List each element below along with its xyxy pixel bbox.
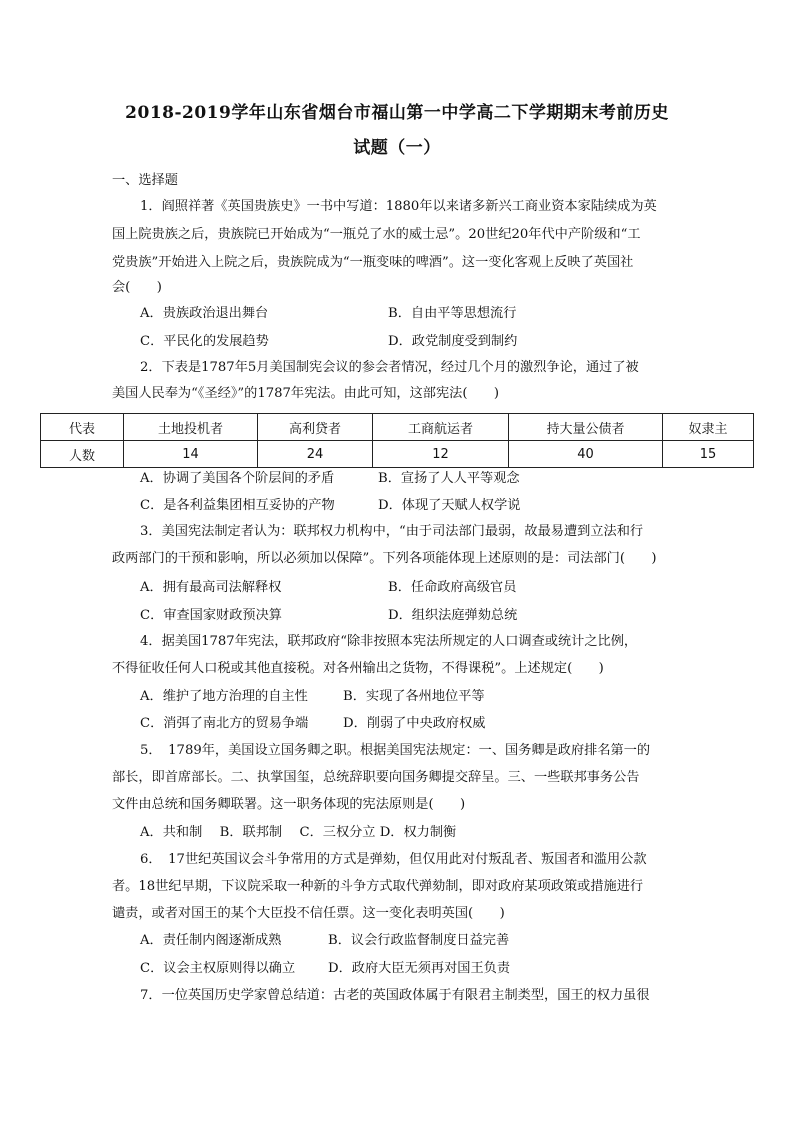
question-2-option-c: C．是各利益集团相互妥协的产物 — [140, 498, 335, 513]
table-cell: 40 — [509, 441, 663, 468]
question-2-option-b: B．宣扬了人人平等观念 — [378, 471, 520, 486]
question-3-line-2: 政两部门的干预和影响，所以必须加以保障”。下列各项能体现上述原则的是：司法部门( ) — [112, 551, 657, 566]
section-heading: 一、选择题 — [112, 173, 178, 188]
question-1-option-a: A．贵族政治退出舞台 — [140, 306, 269, 321]
question-3-option-d: D．组织法庭弹劾总统 — [388, 608, 518, 623]
question-3-option-a: A．拥有最高司法解释权 — [140, 580, 282, 595]
table-header-cell: 土地投机者 — [124, 414, 258, 441]
question-1-line-2: 国上院贵族之后，贵族院已开始成为“一瓶兑了水的威士忌”。20世纪20年代中产阶级和“工 — [112, 227, 641, 242]
question-6-line-2: 者。18世纪早期，下议院采取一种新的斗争方式取代弹劾制，即对政府某项政策或措施进行 — [112, 879, 644, 894]
question-5-line-1: 5． 1789年，美国设立国务卿之职。根据美国宪法规定：一、国务卿是政府排名第一的 — [140, 743, 651, 758]
question-6-line-1: 6． 17世纪英国议会斗争常用的方式是弹劾，但仅用此对付叛乱者、叛国者和滥用公款 — [140, 852, 647, 867]
table-row — [41, 441, 754, 468]
question-3-line-1: 3．美国宪法制定者认为：联邦权力机构中，“由于司法部门最弱，故最易遭到立法和行 — [140, 524, 644, 539]
page-title-line-2: 试题（一） — [353, 138, 441, 158]
table-cell: 24 — [258, 441, 373, 468]
question-2-line-1: 2．下表是1787年5月美国制宪会议的参会者情况，经过几个月的激烈争论，通过了被 — [140, 360, 639, 375]
question-7-line-1: 7．一位英国历史学家曾总结道：古老的英国政体属于有限君主制类型，国王的权力虽很 — [140, 988, 650, 1003]
table-cell: 14 — [124, 441, 258, 468]
table-header-cell: 高利贷者 — [258, 414, 373, 441]
question-4-line-1: 4．据美国1787年宪法，联邦政府“除非按照本宪法所规定的人口调查或统计之比例， — [140, 634, 638, 649]
question-5-line-2: 部长，即首席部长。二、执掌国玺，总统辞职要向国务卿提交辞呈。三、一些联邦事务公告 — [112, 770, 640, 785]
question-1-option-b: B．自由平等思想流行 — [388, 306, 517, 321]
question-6-option-b: B．议会行政监督制度日益完善 — [328, 933, 510, 948]
question-4-line-2: 不得征收任何人口税或其他直接税。对各州输出之货物，不得课税”。上述规定( ) — [112, 661, 604, 676]
question-3-option-b: B．任命政府高级官员 — [388, 580, 517, 595]
question-1-option-d: D．政党制度受到制约 — [388, 334, 518, 349]
table-header-cell: 奴隶主 — [663, 414, 754, 441]
table-cell: 15 — [663, 441, 754, 468]
question-4-option-b: B．实现了各州地位平等 — [343, 689, 485, 704]
table-header-cell: 工商航运者 — [373, 414, 509, 441]
question-6-line-3: 谴责，或者对国王的某个大臣投不信任票。这一变化表明英国( ) — [112, 906, 505, 921]
question-2-option-a: A．协调了美国各个阶层间的矛盾 — [140, 471, 335, 486]
question-6-option-a: A．责任制内阁逐渐成熟 — [140, 933, 282, 948]
question-1-line-1: 1．阎照祥著《英国贵族史》一书中写道：1880年以来诸多新兴工商业资本家陆续成为英 — [140, 199, 657, 214]
question-1-line-4: 会( ) — [112, 280, 162, 295]
table-cell: 人数 — [41, 441, 124, 468]
question-3-option-c: C．审查国家财政预决算 — [140, 608, 282, 623]
question-4-option-d: D．削弱了中央政府权威 — [343, 716, 486, 731]
table-header-cell: 持大量公债者 — [509, 414, 663, 441]
question-6-option-d: D．政府大臣无须再对国王负责 — [328, 961, 511, 976]
table-cell: 12 — [373, 441, 509, 468]
table-header-cell: 代表 — [41, 414, 124, 441]
question-2-option-d: D．体现了天赋人权学说 — [378, 498, 521, 513]
table-header-row — [41, 414, 754, 441]
delegates-table — [40, 413, 754, 468]
question-2-line-2: 美国人民奉为“《圣经》”的1787年宪法。由此可知，这部宪法( ) — [112, 386, 500, 401]
question-5-line-3: 文件由总统和国务卿联署。这一职务体现的宪法原则是( ) — [112, 797, 466, 812]
question-1-option-c: C．平民化的发展趋势 — [140, 334, 269, 349]
question-4-option-a: A．维护了地方治理的自主性 — [140, 689, 308, 704]
page-title-line-1: 2018-2019学年山东省烟台市福山第一中学高二下学期期末考前历史 — [125, 103, 669, 123]
question-6-option-c: C．议会主权原则得以确立 — [140, 961, 296, 976]
question-1-line-3: 党贵族”开始进入上院之后，贵族院成为“一瓶变味的啤酒”。这一变化客观上反映了英国社 — [112, 255, 634, 270]
question-5-options: A．共和制 B．联邦制 C．三权分立 D．权力制衡 — [140, 825, 457, 840]
question-4-option-c: C．消弭了南北方的贸易争端 — [140, 716, 309, 731]
